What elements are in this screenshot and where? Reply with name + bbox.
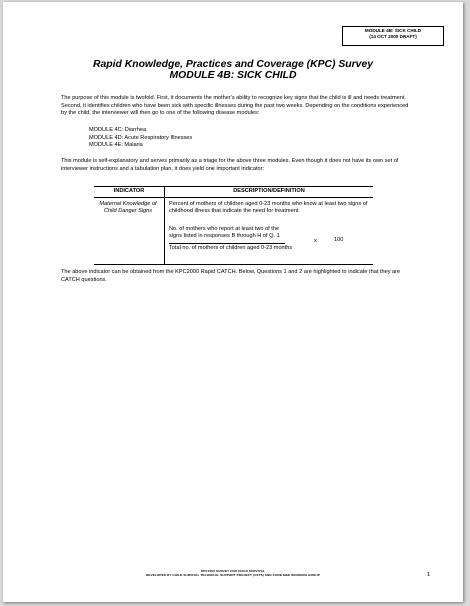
- triage-paragraph: This module is self-explanatory and serves primarily as a triage for the above three modules. Even though it does not have its own set of interviewer instructions and a tabulation plan, it does yield one important indicator:: [61, 158, 399, 172]
- table-row: [94, 198, 373, 265]
- footer-line2: DEVELOPED BY CHILD SURVIVAL TECHNICAL SUPPORT PROJECT (CSTS) AND CORE M&E WORKING GROUP: [146, 573, 320, 577]
- page-number: 1: [427, 572, 431, 578]
- indicator-description-cell: [165, 198, 374, 265]
- closing-paragraph: The above indicator can be obtained from the KPC2000 Rapid CATCH. Below, Questions 1 and 2 are highlighted to indicate that they are CATCH questions.: [61, 269, 401, 283]
- module-list: [89, 127, 192, 150]
- document-title: [3, 59, 463, 81]
- module-tag-line2: (14 OCT 2000 DRAFT): [369, 34, 417, 39]
- intro-paragraph: The purpose of this module is twofold. First, it documents the mother's ability to recognize key signs that the child is ill and needs treatment. Second, it identifies children who have been sick with specific illnesses during the past two weeks. Depending on the conditions experienced by the child, the interviewer will then go to one of the following disease modules:: [61, 95, 409, 117]
- document-page: [3, 2, 463, 602]
- module-list-item: MODULE 4E: Malaria: [89, 142, 143, 149]
- indicator-table: [94, 186, 373, 265]
- indicator-column-header: INDICATOR: [94, 187, 165, 198]
- formula-multiplier: 100: [334, 236, 344, 243]
- title-line1: Rapid Knowledge, Practices and Coverage (KPC) Survey: [92, 59, 374, 70]
- module-list-item: MODULE 4C: Diarrhea: [89, 127, 147, 133]
- module-tag-box: [342, 26, 444, 46]
- indicator-name: Maternal Knowledge of Child Danger Signs: [94, 198, 165, 265]
- title-line2: MODULE 4B: SICK CHILD: [169, 70, 297, 81]
- fraction-line: [169, 243, 285, 244]
- formula-denominator: Total no. of mothers of children aged 0-23 months: [169, 244, 293, 251]
- indicator-description: Percent of mothers of children aged 0-23 months who know at least two signs of childhood illness that indicate the need for treatment: [169, 201, 368, 215]
- description-column-header: DESCRIPTION/DEFINITION: [165, 187, 374, 198]
- formula-numerator: No. of mothers who report at least two of the signs listed in responses B through H of Q. 1: [169, 225, 280, 240]
- module-tag-line1: MODULE 4B: SICK CHILD: [364, 28, 422, 33]
- module-list-item: MODULE 4D: Acute Respiratory Illnesses: [89, 134, 193, 141]
- indicator-formula: [169, 226, 371, 260]
- times-sign: x: [314, 237, 317, 244]
- footer-line1: KPC2000 SURVEY FOR CHILD SURVIVAL: [200, 569, 266, 573]
